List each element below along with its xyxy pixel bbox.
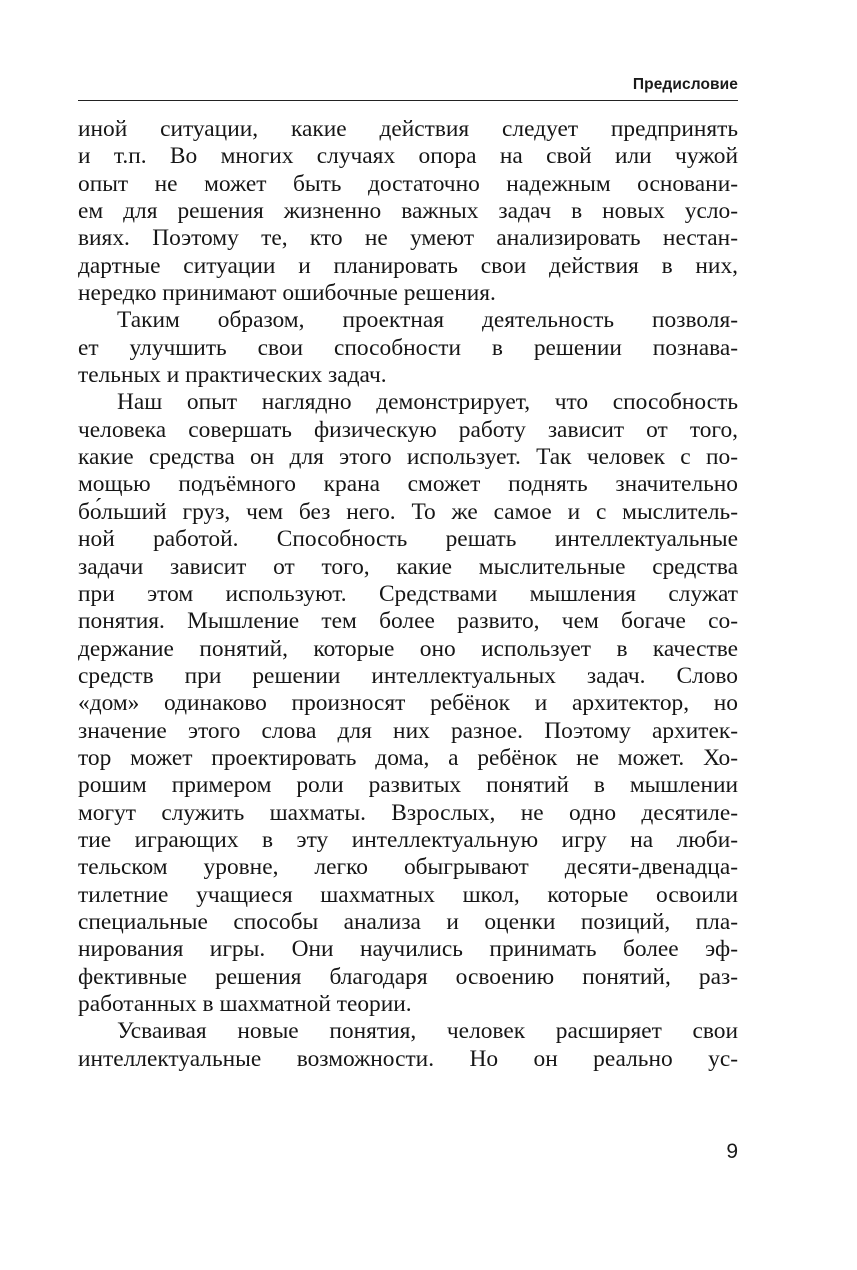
text-line: человека совершать физическую работу зависит от того,: [78, 416, 738, 443]
paragraph-first-line: Усваивая новые понятия, человек расширяет свои: [117, 1018, 738, 1045]
text-line: тор может проектировать дома, а ребёнок не может. Хо-: [78, 744, 738, 771]
page-number: 9: [726, 1140, 738, 1163]
running-header: [78, 74, 738, 101]
text-line: рошим примером роли развитых понятий в мышлении: [78, 772, 738, 799]
text-line: ной работой. Способность решать интеллектуальные: [78, 526, 738, 553]
paragraph-first-line: Таким образом, проектная деятельность позволя-: [117, 307, 738, 334]
text-line: при этом используют. Средствами мышления служат: [78, 580, 738, 607]
text-line: опыт не может быть достаточно надежным основани-: [78, 170, 738, 197]
text-line: тилетние учащиеся шахматных школ, которые освоили: [78, 881, 738, 908]
text-line: нирования игры. Они научились принимать более эф-: [78, 936, 738, 963]
text-line: мощью подъёмного крана сможет поднять значительно: [78, 471, 738, 498]
text-line: ем для решения жизненно важных задач в новых усло-: [78, 198, 738, 225]
text-line: какие средства он для этого использует. Так человек с по-: [78, 444, 738, 471]
text-line: тельных и практических задач.: [78, 362, 387, 389]
text-line: тие играющих в эту интеллектуальную игру на люби-: [78, 826, 738, 853]
text-line: фективные решения благодаря освоению понятий, раз-: [78, 963, 738, 990]
text-line: дартные ситуации и планировать свои действия в них,: [78, 252, 738, 279]
text-line: значение этого слова для них разное. Поэтому архитек-: [78, 717, 738, 744]
text-line: держание понятий, которые оно использует в качестве: [78, 635, 738, 662]
text-line: могут служить шахматы. Взрослых, не одно десятиле-: [78, 799, 738, 826]
text-line: «дом» одинаково произносят ребёнок и архитектор, но: [78, 690, 738, 717]
text-line: и т.п. Во многих случаях опора на свой или чужой: [78, 143, 738, 170]
text-line: понятия. Мышление тем более развито, чем богаче со-: [78, 608, 738, 635]
text-line: специальные способы анализа и оценки позиций, пла-: [78, 908, 738, 935]
page-body: [78, 116, 738, 1073]
text-line: работанных в шахматной теории.: [78, 991, 412, 1017]
text-line: задачи зависит от того, какие мыслительные средства: [78, 553, 738, 580]
text-line: иной ситуации, какие действия следует предпринять: [78, 116, 738, 142]
text-line: виях. Поэтому те, кто не умеют анализировать нестан-: [78, 225, 738, 252]
section-title: Предисловие: [632, 76, 738, 93]
text-line: бо́льший груз, чем без него. То же самое и с мыслитель-: [78, 498, 738, 525]
text-line: нередко принимают ошибочные решения.: [78, 280, 496, 307]
text-line: интеллектуальные возможности. Но он реально ус-: [78, 1045, 738, 1072]
text-line: тельском уровне, легко обыгрывают десяти-двенадца-: [78, 854, 738, 881]
text-line: ет улучшить свои способности в решении познава-: [78, 334, 738, 361]
text-line: средств при решении интеллектуальных задач. Слово: [78, 662, 738, 689]
paragraph-first-line: Наш опыт наглядно демонстрирует, что способность: [117, 389, 738, 416]
